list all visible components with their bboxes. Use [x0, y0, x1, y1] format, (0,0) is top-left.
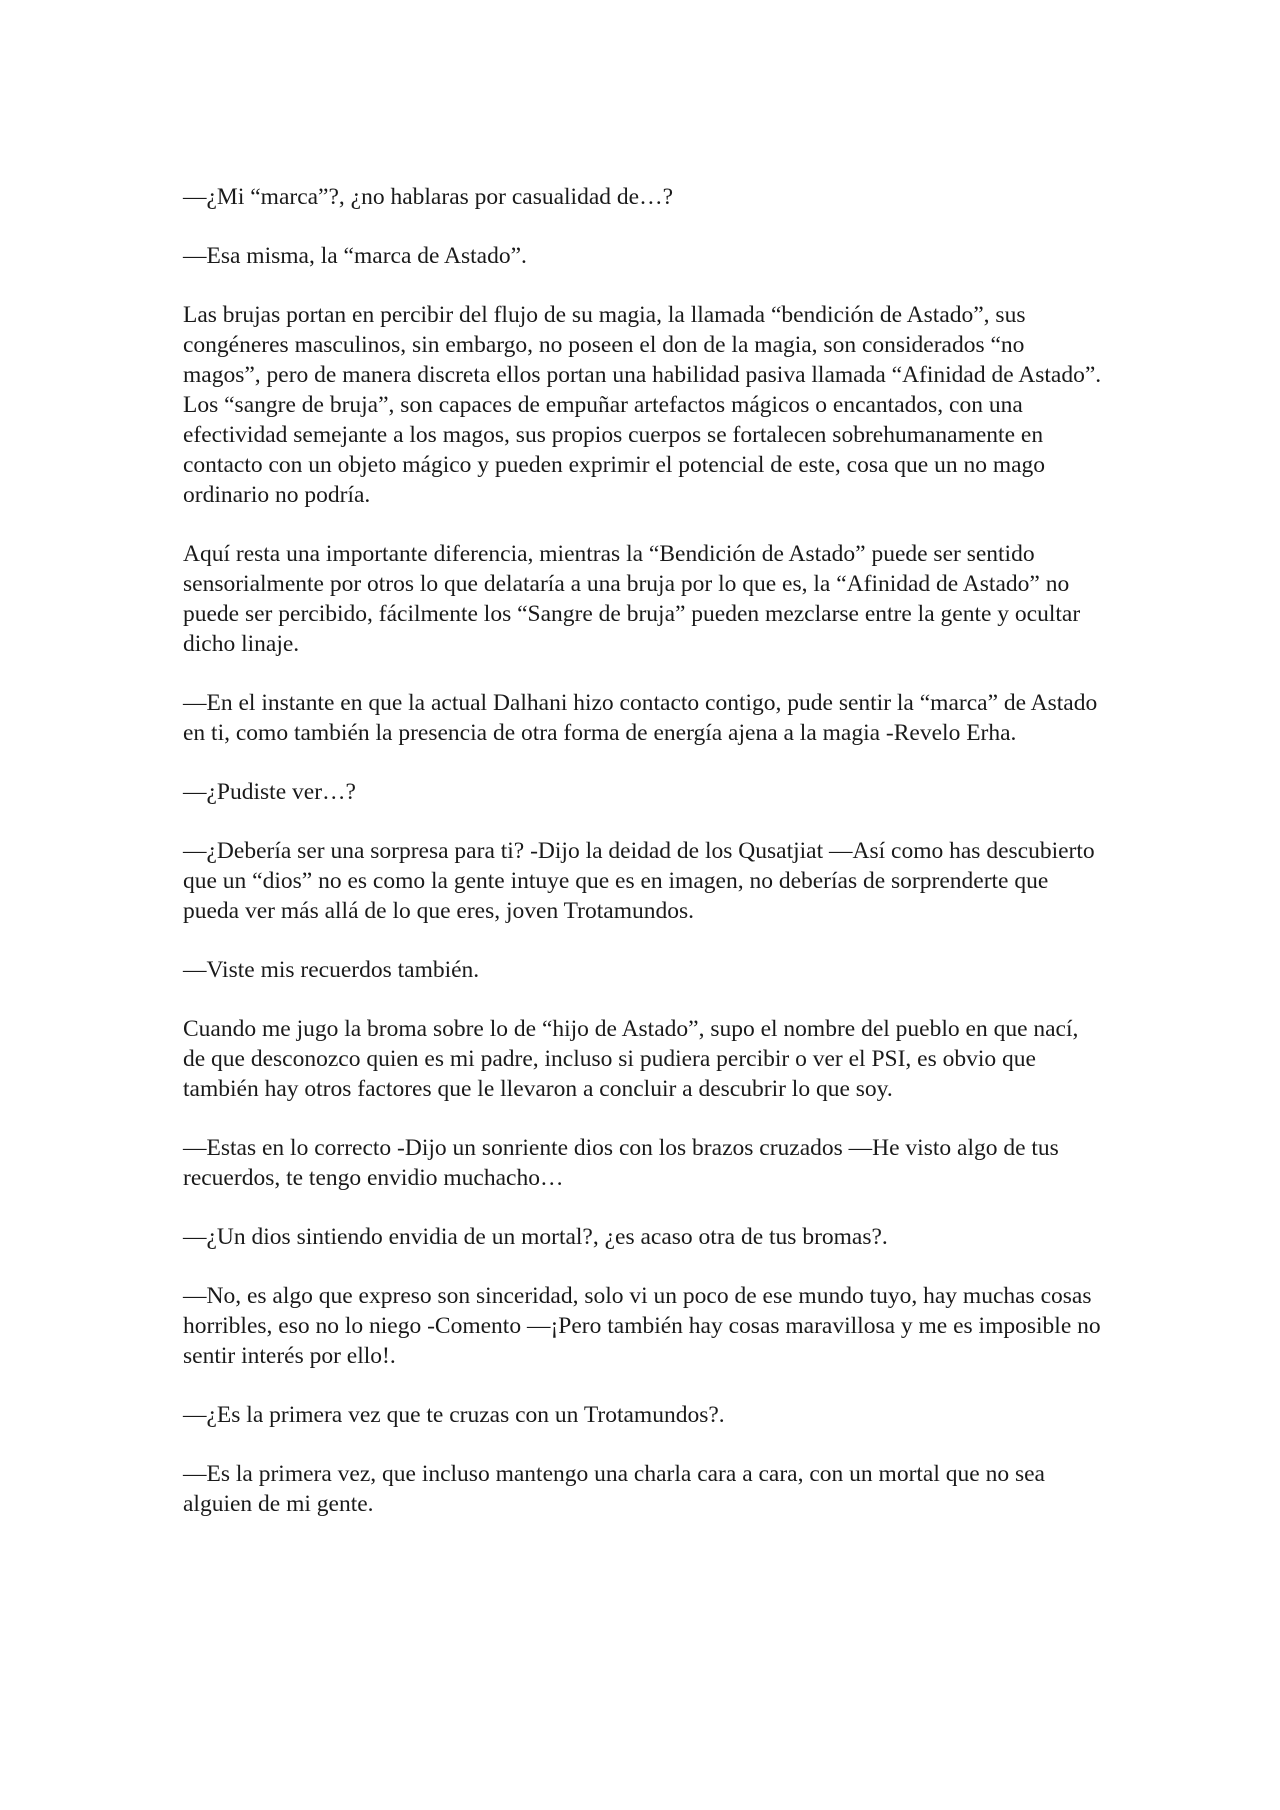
- dialogue-paragraph: —¿Un dios sintiendo envidia de un mortal?, ¿es acaso otra de tus bromas?.: [183, 1224, 888, 1250]
- dialogue-paragraph: —En el instante en que la actual Dalhani hizo contacto contigo, pude sentir la “marca” de Astado en ti, como también la presencia de otra forma de energía ajena a la magia -Revelo Erha.: [183, 690, 1098, 746]
- dialogue-paragraph: —¿Mi “marca”?, ¿no hablaras por casualidad de…?: [183, 184, 674, 210]
- dialogue-paragraph: —Estas en lo correcto -Dijo un sonriente dios con los brazos cruzados —He visto algo de tus recuerdos, te tengo envidio muchacho…: [183, 1135, 1059, 1191]
- narration-paragraph: Las brujas portan en percibir del flujo de su magia, la llamada “bendición de Astado”, sus congéneres masculinos, sin embargo, no poseen el don de la magia, son considerados “no magos”, pero de manera discreta ellos portan una habilidad pasiva llamada “Afinidad de Astado”. Los “sangre de bruja”, son capaces de empuñar artefactos mágicos o encantados, con una efectividad semejante a los magos, sus propios cuerpos se fortalecen sobrehumanamente en contacto con un objeto mágico y pueden exprimir el potencial de este, cosa que un no mago ordinario no podría.: [183, 302, 1102, 508]
- document-body: [183, 182, 1103, 1548]
- dialogue-paragraph: —Viste mis recuerdos también.: [183, 957, 480, 983]
- dialogue-paragraph: —¿Debería ser una sorpresa para ti? -Dijo la deidad de los Qusatjiat —Así como has descubierto que un “dios” no es como la gente intuye que es en imagen, no deberías de sorprenderte que pueda ver más allá de lo que eres, joven Trotamundos.: [183, 838, 1095, 924]
- narration-paragraph: Cuando me jugo la broma sobre lo de “hijo de Astado”, supo el nombre del pueblo en que nací, de que desconozco quien es mi padre, incluso si pudiera percibir o ver el PSI, es obvio que también hay otros factores que le llevaron a concluir a descubrir lo que soy.: [183, 1016, 1079, 1102]
- dialogue-paragraph: —Es la primera vez, que incluso mantengo una charla cara a cara, con un mortal que no sea alguien de mi gente.: [183, 1461, 1045, 1517]
- dialogue-paragraph: —¿Es la primera vez que te cruzas con un Trotamundos?.: [183, 1402, 725, 1428]
- dialogue-paragraph: —No, es algo que expreso son sinceridad, solo vi un poco de ese mundo tuyo, hay muchas cosas horribles, eso no lo niego -Comento —¡Pero también hay cosas maravillosa y me es imposible no sentir interés por ello!.: [183, 1283, 1101, 1369]
- narration-paragraph: Aquí resta una importante diferencia, mientras la “Bendición de Astado” puede ser sentido sensorialmente por otros lo que delataría a una bruja por lo que es, la “Afinidad de Astado” no puede ser percibido, fácilmente los “Sangre de bruja” pueden mezclarse entre la gente y ocultar dicho linaje.: [183, 541, 1081, 657]
- dialogue-paragraph: —Esa misma, la “marca de Astado”.: [183, 243, 527, 269]
- dialogue-paragraph: —¿Pudiste ver…?: [183, 779, 356, 805]
